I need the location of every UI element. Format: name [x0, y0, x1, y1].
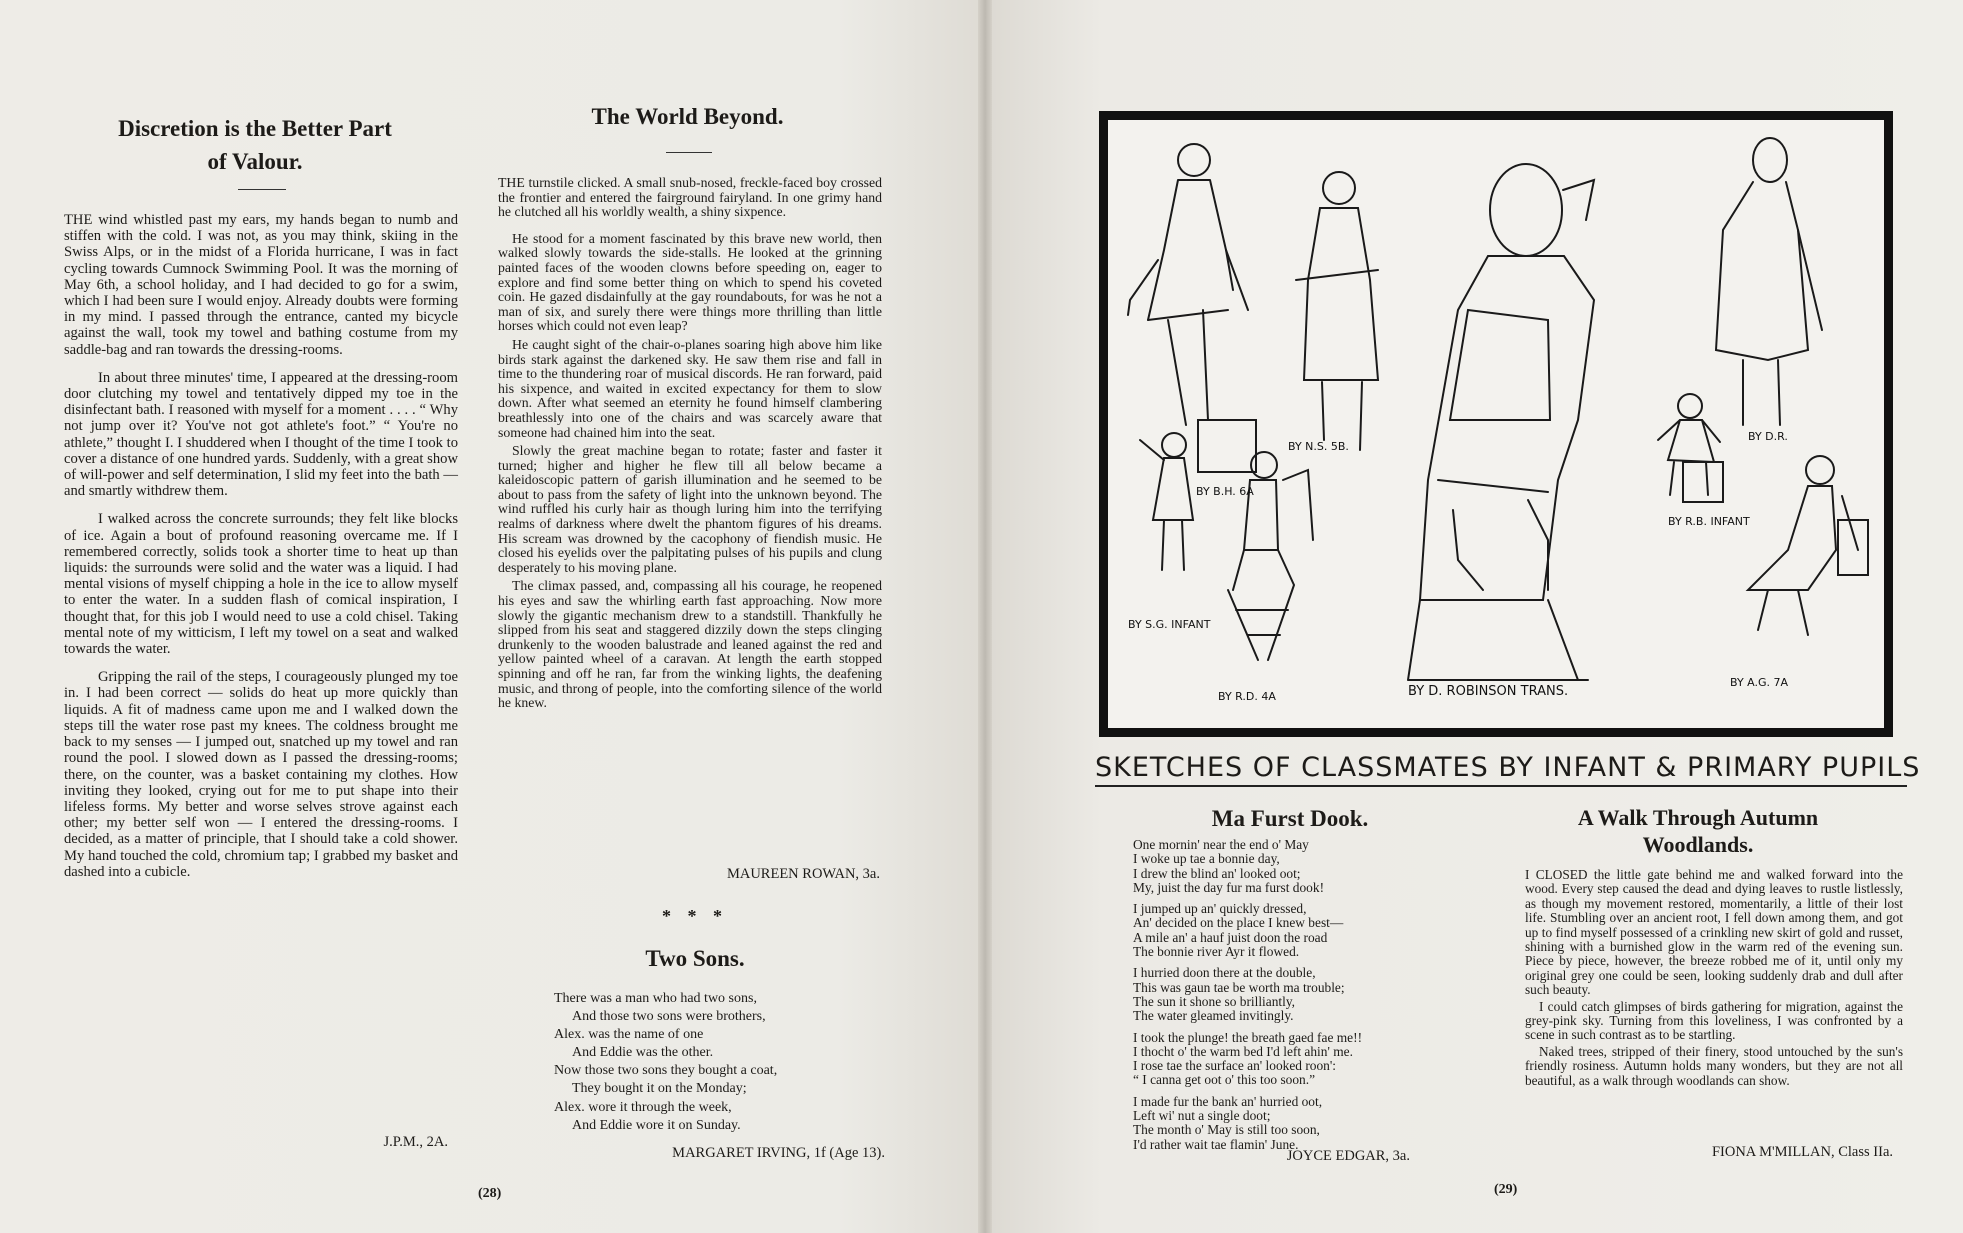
poem1-line: And Eddie was the other. — [572, 1045, 714, 1061]
article3-byline: FIONA M'MILLAN, Class IIa. — [1711, 1144, 1893, 1160]
poem2-line: I took the plunge! the breath gaed fae me!! — [1133, 1029, 1363, 1045]
article1-body — [64, 212, 458, 892]
poem2-line: I rose tae the surface an' looked roon': — [1133, 1058, 1336, 1074]
sketch-label: BY S.G. INFANT — [1128, 618, 1211, 631]
article2-byline: MAUREEN ROWAN, 3a. — [726, 866, 880, 882]
article3-paragraph: Naked trees, stripped of their finery, stood untouched by the sun's friendly rosiness. Autumn holds many wonders, but they are not all beautiful, as a walk through woodlands can show. — [1525, 1043, 1903, 1088]
poem2-stanza — [1133, 966, 1362, 1023]
poem1-line: Alex. was the name of one — [554, 1027, 704, 1043]
article2-paragraph: THE turnstile clicked. A small snub-nosed, freckle-faced boy crossed the frontier and entered the fairground fairyland. In one grimy hand he clutched all his worldly wealth, a shiny sixpence. — [498, 175, 882, 220]
poem2-line: One mornin' near the end o' May — [1133, 837, 1309, 852]
article1-paragraph: Gripping the rail of the steps, I courageously plunged my toe in. I had been correct — solids do heat up more quickly than liquids. A fit of madness came upon me and I walked down the steps till the water rose past my knees. The coldness brought me back to my senses — I jumped out, snatched up my towel and ran round the pool. I slowed down as I passed the dressing-rooms; there, on the counter, was a basket containing my clothes. How inviting they looked, crying out for me to put shape into their lifeless forms. My better and worse selves strove against each other; my better self won — I entered the dressing-rooms. I decided, as a matter of principle, that I should take a cold shower. My hand touched the cold, chromium tap; I grabbed my basket and dashed into a cubicle. — [64, 669, 458, 880]
poem2-line: I jumped up an' quickly dressed, — [1133, 901, 1307, 917]
article3-paragraph: I CLOSED the little gate behind me and walked forward into the wood. Every step caused the dead and dying leaves to rustle listlessly, as though my movement restored, momentarily, a little of their lost life. Stumbling over an ancient root, I fell down among them, and got up to find myself possessed of a crinkling new skirt of gold and russet, shining with a burnished glow in the warm red of the evening sun. Piece by piece, however, the breeze robbed me of it, until only my original grey one could be seen, looking suddenly drab and dull after such beauty. — [1525, 867, 1903, 998]
article2-title: The World Beyond. — [591, 104, 784, 129]
article1-title-rule — [238, 189, 286, 190]
poem2-line: I drew the blind an' looked oot; — [1133, 865, 1301, 881]
poem2-line: A mile an' a hauf juist doon the road — [1133, 929, 1328, 945]
poem2-line: The sun it shone so brilliantly, — [1133, 993, 1296, 1009]
poem2-line: The month o' May is still too soon, — [1133, 1122, 1320, 1138]
sketches-illustration — [1099, 111, 1893, 737]
article3-title: A Walk Through Autumn Woodlands. — [1577, 805, 1819, 857]
sketches-caption: SKETCHES OF CLASSMATES BY INFANT & PRIMARY PUPILS — [1095, 752, 1907, 787]
poem2-line: The water gleamed invitingly. — [1133, 1008, 1294, 1024]
poem1-line: Alex. wore it through the week, — [554, 1099, 732, 1115]
poem2-line: I thocht o' the warm bed I'd left ahin' me. — [1133, 1043, 1353, 1059]
poem1-line: There was a man who had two sons, — [554, 991, 757, 1006]
poem2-stanza — [1133, 1031, 1362, 1088]
article3-body — [1525, 868, 1903, 1090]
article2-paragraph: He stood for a moment fascinated by this brave new world, then walked slowly towards the side-stalls. He looked at the grinning painted faces of the wooden clowns before speeding on, eager to explore and find some better thing on which to spend his coveted coin. He gazed disdainfully at the gay roundabouts, for was he not a man of six, and surely there were things more thrilling than little horses which could not even leap? — [498, 230, 882, 334]
sketch-label: BY R.D. 4A — [1218, 690, 1276, 703]
poem1-body — [554, 990, 777, 1135]
article1-byline: J.P.M., 2A. — [383, 1134, 448, 1150]
poem2-byline: JOYCE EDGAR, 3a. — [1286, 1148, 1410, 1164]
article2-paragraph: Slowly the great machine began to rotate; faster and faster it turned; higher and higher he flew till all below became a kaleidoscopic pattern of garish illumination and he seemed to be about to pass from the safety of light into the unknown beyond. The wind ruffled his curly hair as though luring him into the terrifying realms of darkness where dwelt the phantom figures of his dreams. His scream was drowned by the cacophony of fiendish music. He closed his eyelids over the palpitating pulses of his pupils and clung desperately to his moving plane. — [498, 443, 882, 575]
poem2-line: An' decided on the place I knew best— — [1133, 915, 1344, 931]
sketch-label: BY D. ROBINSON TRANS. — [1408, 684, 1569, 699]
poem2-line: “ I canna get oot o' this too soon.” — [1133, 1072, 1316, 1088]
poem2-line: I made fur the bank an' hurried oot, — [1133, 1093, 1323, 1109]
poem2-line: Left wi' nut a single doot; — [1133, 1108, 1271, 1124]
article3-paragraph: I could catch glimpses of birds gathering for migration, against the grey-pink sky. Turning from this loveliness, I was confronted by a scene in such contrast as to be startling. — [1525, 998, 1903, 1043]
section-separator: * * * — [662, 906, 728, 926]
poem1-title: Two Sons. — [645, 946, 745, 971]
sketch-label: BY D.R. — [1748, 430, 1788, 443]
sketch-label: BY B.H. 6A — [1196, 485, 1254, 498]
page-number-left: (28) — [478, 1186, 502, 1201]
sketch-label: BY N.S. 5B. — [1288, 440, 1349, 453]
poem2-line: I woke up tae a bonnie day, — [1133, 851, 1280, 867]
poem1-line: They bought it on the Monday; — [572, 1081, 747, 1097]
poem2-line: I'd rather wait tae flamin' June. — [1133, 1136, 1299, 1152]
poem1-byline: MARGARET IRVING, 1f (Age 13). — [672, 1145, 885, 1161]
sketch-label: BY A.G. 7A — [1730, 676, 1789, 689]
article2-title-rule — [666, 152, 712, 153]
poem1-line: And those two sons were brothers, — [572, 1009, 766, 1025]
article1-title: Discretion is the Better Part of Valour. — [118, 116, 392, 174]
poem2-line: The bonnie river Ayr it flowed. — [1133, 944, 1300, 960]
poem2-title: Ma Furst Dook. — [1211, 806, 1369, 831]
article1-paragraph: I walked across the concrete surrounds; they felt like blocks of ice. Again a bout of profound reasoning overcame me. If I remembered correctly, solids took a shorter time to heat up than liquids: the surrounds were solid and the water was a liquid. I had mental visions of myself chipping a hole in the ice to allow myself to enter the water. In a sudden flash of comical inspiration, I thought that, for this job I would need to use a cold chisel. Taking mental note of my witticism, I left my towel on a seat and walked towards the water. — [64, 511, 458, 658]
poem2-body — [1133, 838, 1362, 1152]
page-number-right: (29) — [1494, 1182, 1518, 1197]
poem2-stanza — [1133, 902, 1362, 959]
classmate-sketches-drawing — [1108, 120, 1884, 728]
poem2-line: This was gaun tae be worth ma trouble; — [1133, 979, 1345, 995]
article1-paragraph: In about three minutes' time, I appeared at the dressing-room door clutching my towel and tentatively dipped my toe in the disinfectant bath. I reasoned with myself for a moment . . . . “ Why not jump over it? You've not got athlete's foot.” “ You're no athlete,” thought I. I shuddered when I thought of the time I took to cover a distance of one hundred yards. Suddenly, with a great show of will-power and self determination, I slid my feet into the bath — and smartly withdrew them. — [64, 369, 458, 500]
book-gutter — [978, 0, 992, 1233]
poem2-line: My, juist the day fur ma furst dook! — [1133, 879, 1325, 895]
poem1-line: Now those two sons they bought a coat, — [554, 1063, 778, 1079]
article2-paragraph: The climax passed, and, compassing all his courage, he reopened his eyes and saw the whirling earth fast approaching. Now more slowly the gigantic mechanism drew to a standstill. Thankfully he slipped from his seat and staggered dizzily down the steps clinging drunkenly to the wooden balustrade and leaned against the red and yellow painted wheel of a caravan. At length the earth stopped spinning and off he ran, far from the winking lights, the deafening music, and throng of people, into the comforting silence of the world he knew. — [498, 578, 882, 711]
article2-paragraph: He caught sight of the chair-o-planes soaring high above him like birds stark against the darkened sky. He saw them rise and fall in time to the thundering roar of musical discords. He ran forward, paid his sixpence, and waited in excited expectancy for them to slow down. After what seemed an eternity he found himself clambering breathlessly into one of the chairs and was scarcely aware that someone had chained him into the seat. — [498, 336, 882, 440]
article2-body — [498, 176, 882, 715]
poem1-line: And Eddie wore it on Sunday. — [572, 1117, 741, 1133]
article1-paragraph: THE wind whistled past my ears, my hands began to numb and stiffen with the cold. I was not, as you may think, skiing in the Swiss Alps, or in the midst of a Florida hurricane, I was in fact cycling towards Cumnock Swimming Pool. It was the morning of May 6th, a school holiday, and I had decided to go for a swim, which I had been sure I would enjoy. Already doubts were forming in my mind. I passed through the entrance, canted my bicycle against the wall, took my towel and bathing costume from my saddle-bag and ran towards the dressing-rooms. — [64, 212, 458, 358]
poem2-line: I hurried doon there at the double, — [1133, 965, 1316, 981]
poem2-stanza — [1133, 838, 1362, 895]
poem2-stanza — [1133, 1095, 1362, 1152]
sketch-label: BY R.B. INFANT — [1668, 515, 1750, 528]
